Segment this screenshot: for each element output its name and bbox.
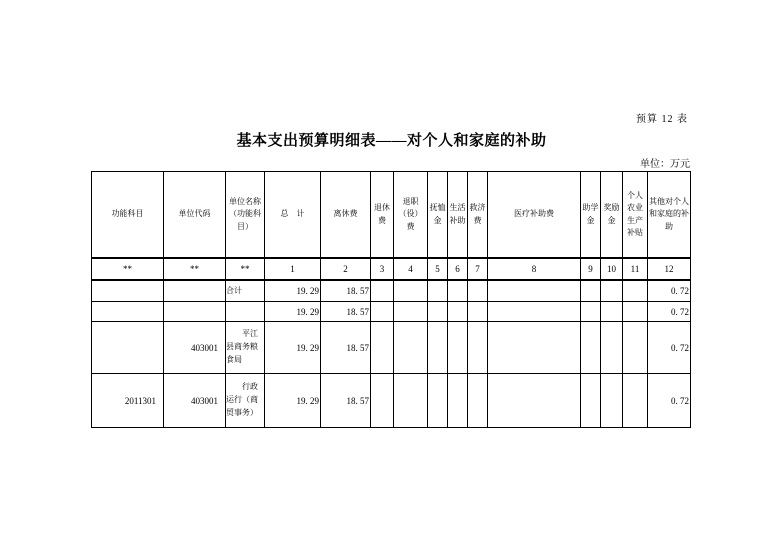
cell-medical-subsidy bbox=[488, 322, 581, 374]
cell-resignation-fee bbox=[394, 374, 428, 428]
cell-function-subject bbox=[92, 322, 164, 374]
cell-scholarship bbox=[581, 280, 601, 302]
cell-retirement-fee bbox=[371, 302, 394, 322]
cell-living-allowance bbox=[448, 280, 468, 302]
col-num-retired-cadre-fee: 2 bbox=[321, 258, 371, 280]
cell-relief-fee bbox=[468, 374, 488, 428]
col-num-unit-code: ** bbox=[164, 258, 226, 280]
cell-unit-code bbox=[164, 302, 226, 322]
col-num-pension: 5 bbox=[428, 258, 448, 280]
col-header-other-subsidy: 其他对个人和家庭的补助 bbox=[648, 172, 691, 259]
cell-other-subsidy: 0. 72 bbox=[648, 322, 691, 374]
budget-table bbox=[91, 171, 691, 428]
col-header-medical-subsidy: 医疗补助费 bbox=[488, 172, 581, 259]
col-num-living-allowance: 6 bbox=[448, 258, 468, 280]
cell-retired-cadre-fee: 18. 57 bbox=[321, 280, 371, 302]
col-header-living-allowance: 生活补助 bbox=[448, 172, 468, 259]
cell-agriculture-subsidy bbox=[623, 374, 648, 428]
page-title: 基本支出预算明细表——对个人和家庭的补助 bbox=[236, 133, 547, 149]
cell-resignation-fee bbox=[394, 280, 428, 302]
cell-pension bbox=[428, 302, 448, 322]
cell-agriculture-subsidy bbox=[623, 302, 648, 322]
col-num-resignation-fee: 4 bbox=[394, 258, 428, 280]
col-header-unit-code: 单位代码 bbox=[164, 172, 226, 259]
col-num-retirement-fee: 3 bbox=[371, 258, 394, 280]
cell-relief-fee bbox=[468, 302, 488, 322]
cell-other-subsidy: 0. 72 bbox=[648, 374, 691, 428]
cell-unit-name: 行政运行（商贸事务） bbox=[226, 374, 265, 428]
table-row-subtotal bbox=[92, 302, 691, 322]
col-header-agriculture-subsidy: 个人农业生产补贴 bbox=[623, 172, 648, 259]
col-header-resignation-fee: 退职（役）费 bbox=[394, 172, 428, 259]
col-header-retired-cadre-fee: 离休费 bbox=[321, 172, 371, 259]
col-num-unit-name: ** bbox=[226, 258, 265, 280]
cell-medical-subsidy bbox=[488, 374, 581, 428]
cell-unit-code: 403001 bbox=[164, 322, 226, 374]
col-num-function-subject: ** bbox=[92, 258, 164, 280]
cell-pension bbox=[428, 322, 448, 374]
col-header-relief-fee: 救济费 bbox=[468, 172, 488, 259]
col-header-retirement-fee: 退休费 bbox=[371, 172, 394, 259]
cell-total: 19. 29 bbox=[265, 374, 321, 428]
col-header-function-subject: 功能科目 bbox=[92, 172, 164, 259]
col-num-reward: 10 bbox=[601, 258, 623, 280]
cell-retired-cadre-fee: 18. 57 bbox=[321, 322, 371, 374]
cell-scholarship bbox=[581, 322, 601, 374]
cell-reward bbox=[601, 280, 623, 302]
cell-relief-fee bbox=[468, 280, 488, 302]
col-header-unit-name: 单位名称（功能科目） bbox=[226, 172, 265, 259]
col-header-total: 总 计 bbox=[265, 172, 321, 259]
table-row-unit bbox=[92, 322, 691, 374]
cell-resignation-fee bbox=[394, 302, 428, 322]
cell-unit-name bbox=[226, 302, 265, 322]
col-num-agriculture-subsidy: 11 bbox=[623, 258, 648, 280]
cell-retirement-fee bbox=[371, 322, 394, 374]
cell-unit-name: 合计 bbox=[226, 280, 265, 302]
cell-reward bbox=[601, 302, 623, 322]
cell-unit-code: 403001 bbox=[164, 374, 226, 428]
cell-function-subject bbox=[92, 280, 164, 302]
cell-agriculture-subsidy bbox=[623, 322, 648, 374]
cell-pension bbox=[428, 374, 448, 428]
col-num-relief-fee: 7 bbox=[468, 258, 488, 280]
column-number-row bbox=[92, 258, 691, 280]
cell-pension bbox=[428, 280, 448, 302]
cell-relief-fee bbox=[468, 322, 488, 374]
col-header-pension: 抚恤金 bbox=[428, 172, 448, 259]
cell-living-allowance bbox=[448, 374, 468, 428]
cell-unit-name: 平江县商务粮食局 bbox=[226, 322, 265, 374]
table-number: 预算 12 表 bbox=[636, 114, 688, 125]
cell-function-subject bbox=[92, 302, 164, 322]
cell-unit-code bbox=[164, 280, 226, 302]
cell-living-allowance bbox=[448, 322, 468, 374]
col-num-other-subsidy: 12 bbox=[648, 258, 691, 280]
col-num-medical-subsidy: 8 bbox=[488, 258, 581, 280]
cell-scholarship bbox=[581, 374, 601, 428]
table-row-total bbox=[92, 280, 691, 302]
header-row bbox=[92, 172, 691, 259]
cell-scholarship bbox=[581, 302, 601, 322]
cell-medical-subsidy bbox=[488, 302, 581, 322]
cell-total: 19. 29 bbox=[265, 280, 321, 302]
cell-retired-cadre-fee: 18. 57 bbox=[321, 302, 371, 322]
cell-retired-cadre-fee: 18. 57 bbox=[321, 374, 371, 428]
cell-living-allowance bbox=[448, 302, 468, 322]
table-row-detail bbox=[92, 374, 691, 428]
cell-resignation-fee bbox=[394, 322, 428, 374]
cell-other-subsidy: 0. 72 bbox=[648, 302, 691, 322]
col-header-reward: 奖励金 bbox=[601, 172, 623, 259]
cell-medical-subsidy bbox=[488, 280, 581, 302]
cell-total: 19. 29 bbox=[265, 302, 321, 322]
cell-total: 19. 29 bbox=[265, 322, 321, 374]
col-num-total: 1 bbox=[265, 258, 321, 280]
cell-reward bbox=[601, 374, 623, 428]
unit-note: 单位：万元 bbox=[640, 159, 690, 170]
col-num-scholarship: 9 bbox=[581, 258, 601, 280]
cell-other-subsidy: 0. 72 bbox=[648, 280, 691, 302]
cell-function-subject: 2011301 bbox=[92, 374, 164, 428]
cell-reward bbox=[601, 322, 623, 374]
cell-agriculture-subsidy bbox=[623, 280, 648, 302]
cell-retirement-fee bbox=[371, 374, 394, 428]
cell-retirement-fee bbox=[371, 280, 394, 302]
col-header-scholarship: 助学金 bbox=[581, 172, 601, 259]
